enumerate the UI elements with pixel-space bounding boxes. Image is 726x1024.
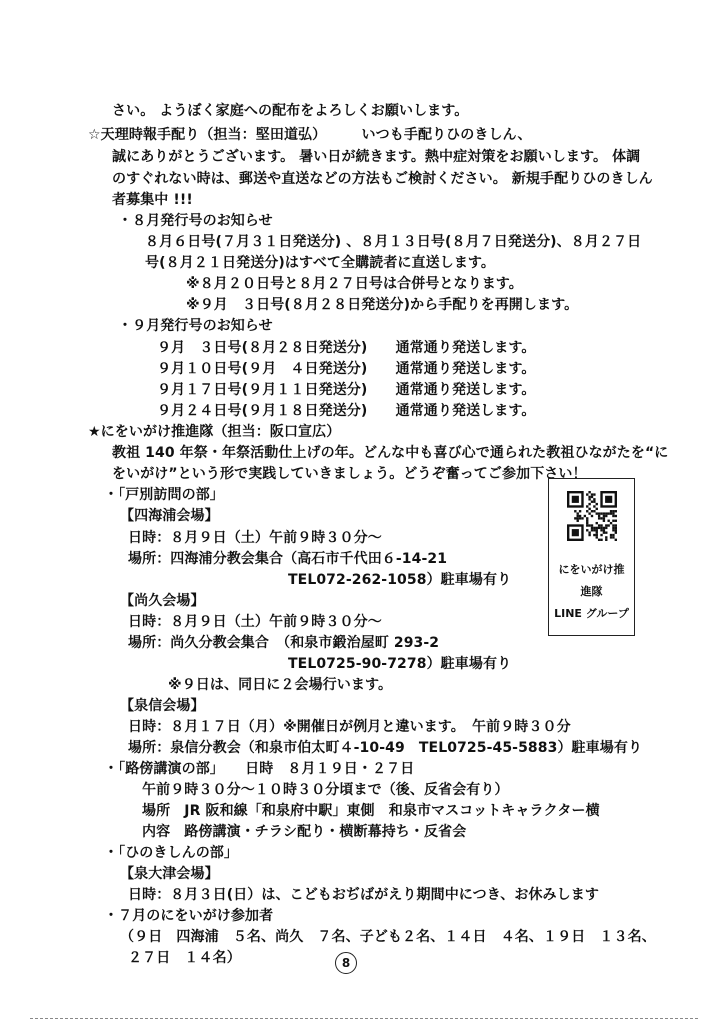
note-line: ※８月２０日号と８月２７日号は合併号となります。 bbox=[186, 276, 523, 292]
venue-detail: TEL0725-90-7278）駐車場有り bbox=[288, 656, 512, 672]
list-item: ８月６日号(７月３１日発送分) 、８月１３日号(８月７日発送分)、８月２７日 bbox=[145, 234, 642, 250]
section-heading-tenri-jiho: ☆天理時報手配り（担当：堅田道弘） いつも手配りひのきしん、 bbox=[88, 127, 532, 143]
list-item: 号(８月２１日発送分)はすべて全購読者に直送します。 bbox=[145, 255, 495, 271]
intro-continuation: さい。 ようぼく家庭への配布をよろしくお願いします。 bbox=[112, 103, 469, 119]
note-line: ※９月 ３日号(８月２８日発送分)から手配りを再開します。 bbox=[186, 297, 579, 313]
section-heading-nioigake: ★にをいがけ推進隊（担当：阪口宣広） bbox=[88, 424, 341, 440]
venue-detail: 午前９時３０分～１０時３０分頃まで（後、反省会有り） bbox=[142, 782, 509, 798]
venue-detail: 場所：尚久分教会集合 （和泉市鍛治屋町 293-2 bbox=[128, 635, 440, 651]
venue-detail: 日時：８月１７日（月）※開催日が例月と違います。 午前９時３０分 bbox=[128, 719, 571, 735]
line-group-qr-box bbox=[548, 478, 635, 636]
footer-divider bbox=[30, 1018, 698, 1019]
venue-detail: 日時：８月３日(日）は、こどもおぢばがえり期間中につき、お休みします bbox=[128, 887, 599, 903]
venue-detail: 場所：四海浦分教会集合（高石市千代田６-14-21 bbox=[128, 551, 448, 567]
note-line: ※９日は、同日に２会場行います。 bbox=[168, 677, 393, 693]
venue-heading: 【尚久会場】 bbox=[120, 593, 205, 609]
qr-code-icon bbox=[567, 491, 617, 541]
venue-detail: 日時：８月９日（土）午前９時３０分～ bbox=[128, 614, 382, 630]
paragraph-line: 教祖 140 年祭・年祭活動仕上げの年。どんな中も喜び心で通られた教祖ひながたを“に bbox=[112, 445, 669, 461]
qr-caption: 進隊 bbox=[580, 585, 603, 598]
venue-detail: 内容 路傍講演・チラシ配り・横断幕持ち・反省会 bbox=[142, 824, 467, 840]
list-item: ９月 ３日号(８月２８日発送分) 通常通り発送します。 bbox=[157, 340, 536, 356]
venue-heading: 【泉大津会場】 bbox=[120, 866, 219, 882]
list-item: ９月２４日号(９月１８日発送分) 通常通り発送します。 bbox=[157, 403, 536, 419]
venue-detail: 場所 JR 阪和線「和泉府中駅」東側 和泉市マスコットキャラクター横 bbox=[142, 803, 600, 819]
venue-detail: TEL072-262-1058）駐車場有り bbox=[288, 572, 512, 588]
qr-caption: LINE グループ bbox=[554, 607, 629, 620]
venue-heading: 【泉信会場】 bbox=[120, 698, 205, 714]
venue-detail: 日時：８月９日（土）午前９時３０分～ bbox=[128, 530, 382, 546]
paragraph-line: 誠にありがとうございます。 暑い日が続きます。熱中症対策をお願いします。 体調 bbox=[112, 149, 641, 165]
venue-heading: 【四海浦会場】 bbox=[120, 508, 219, 524]
subheading-street-preaching: ・「路傍講演の部」 日時 ８月１９日・２７日 bbox=[104, 761, 415, 777]
venue-detail: 場所：泉信分教会（和泉市伯太町４-10-49 TEL0725-45-5883）駐車場有り bbox=[128, 740, 643, 756]
subheading-door-to-door: ・「戸別訪問の部」 bbox=[104, 487, 224, 503]
list-item: ９月１０日号(９月 ４日発送分) 通常通り発送します。 bbox=[157, 361, 536, 377]
subheading-august-issues: ・８月発行号のお知らせ bbox=[118, 213, 273, 229]
subheading-july-participants: ・７月のにをいがけ参加者 bbox=[104, 908, 274, 924]
qr-caption: にをいがけ推 bbox=[558, 563, 625, 576]
paragraph-line: をいがけ”という形で実践していきましょう。どうぞ奮ってご参加下さい！ bbox=[112, 466, 587, 482]
subheading-hinokishin: ・「ひのきしんの部」 bbox=[104, 845, 238, 861]
participants-line: ２７日 １４名） bbox=[128, 950, 241, 966]
participants-line: （９日 四海浦 ５名、尚久 ７名、子ども２名、１４日 ４名、１９日 １３名、 bbox=[120, 929, 656, 945]
page-number: 8 bbox=[335, 952, 357, 974]
list-item: ９月１７日号(９月１１日発送分) 通常通り発送します。 bbox=[157, 382, 536, 398]
subheading-september-issues: ・９月発行号のお知らせ bbox=[118, 318, 273, 334]
paragraph-line: 者募集中 !!! bbox=[112, 192, 193, 208]
paragraph-line: のすぐれない時は、郵送や直送などの方法もご検討ください。 新規手配りひのきしん bbox=[112, 171, 653, 187]
